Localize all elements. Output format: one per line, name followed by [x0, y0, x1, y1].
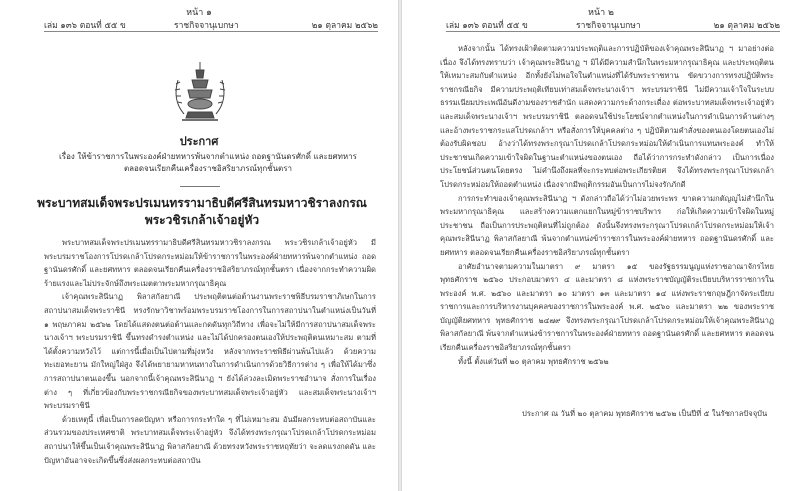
page-number: หน้า ๑: [186, 8, 212, 18]
gazette-name: ราชกิจจานุเบกษา: [576, 21, 641, 31]
body-paragraph: อาศัยอำนาจตามความในมาตรา ๙ มาตรา ๑๕ ของรัฐธรรมนูญแห่งราชอาณาจักรไทย พุทธศักราช ๒๕๖๐ ประกอบมาตรา ๔ และมาตรา ๘ แห่งพระราชบัญญัติระเบียบบริหารราชการในพระองค์ พ.ศ. ๒๕๖๐ และมาตรา ๑๐ มาตรา ๑๓ และมาตรา ๑๔ แห่งพระราชกฤษฎีกาจัดระเบียบราชการและการบริหารงานบุคคลของราชการในพระองค์ พ.ศ. ๒๕๖๐ และมาตรา ๒๒ ของพระราชบัญญัติยศทหาร พุทธศักราช ๒๔๗๙ จึงทรงพระกรุณาโปรดเกล้าโปรดกระหม่อมให้เจ้าคุณพระสินีนาฏ พิลาสกัลยาณี พ้นจากตำแหน่งข้าราชการในพระองค์ฝ่ายทหาร ถอดฐานันดรศักดิ์ และยศทหาร ตลอดจนเรียกคืนเครื่องราชอิสริยาภรณ์ทุกชั้นตรา: [440, 261, 774, 353]
title-divider: [180, 186, 220, 187]
announcement-title: ประกาศ: [179, 135, 219, 148]
royal-emblem-icon: [170, 60, 230, 124]
body-paragraph: ด้วยเหตุนี้ เพื่อเป็นการลดปัญหา หรือการกระทำใด ๆ ที่ไม่เหมาะสม อันมีผลกระทบต่อสถาบันและส่วนรวมของประเทศชาติ พระบาทสมเด็จพระเจ้าอยู่หัว จึงได้ทรงพระกรุณาโปรดเกล้าโปรดกระหม่อมสถาปนาให้ขึ้นเป็นเจ้าคุณพระสินีนาฏ พิลาสกัลยาณี ด้วยทรงหวังพระราชหฤทัยว่า จะลดแรงกดดัน และปัญหาอันอาจจะเกิดขึ้นซึ่งส่งผลกระทบต่อสถาบัน: [44, 414, 376, 465]
gazette-page-2: [402, 0, 800, 491]
body-paragraph: พระบาทสมเด็จพระปรเมนทรรามาธิบดีศรีสินทรมหาวชิราลงกรณ พระวชิรเกล้าเจ้าอยู่หัว มีพระบรมราชโองการโปรดเกล้าโปรดกระหม่อมให้ข้าราชการในพระองค์ฝ่ายทหารพ้นจากตำแหน่ง ถอดฐานันดรศักดิ์ และยศทหาร ตลอดจนเรียกคืนเครื่องราชอิสริยาภรณ์ทุกชั้นตรา เนื่องจากกระทำความผิดร้ายแรงและไม่ประจักษ์ถึงพระเมตตาพระมหากรุณาธิคุณ: [44, 238, 376, 288]
announcement-body-continued: [440, 42, 774, 368]
page-number: หน้า ๒: [588, 8, 614, 18]
gazette-date: ๒๑ ตุลาคม ๒๕๖๒: [311, 21, 378, 31]
king-name-line-2: พระวชิรเกล้าเจ้าอยู่หัว: [144, 213, 260, 227]
body-paragraph: หลังจากนั้น ได้ทรงเฝ้าติดตามความประพฤติและการปฏิบัติของเจ้าคุณพระสินีนาฏ ฯ มาอย่างต่อเนื่อง จึงได้ทรงทราบว่า เจ้าคุณพระสินีนาฏ ฯ มิได้มีความสำนึกในพระมหากรุณาธิคุณ และประพฤติตนให้เหมาะสมกับตำแหน่ง อีกทั้งยังไม่พอใจในตำแหน่งที่ได้รับพระราชทาน ขัดขวางการทรงปฏิบัติพระราชกรณียกิจ มีความประพฤติเทียบเท่าสมเด็จพระนางเจ้าฯ พระบรมราชินี ไม่มีความเจ้าใจในระบบธรรมเนียมประเพณีอันดีงามของราชสำนัก แสดงความกระด้างกระเดื่อง ต่อพระบาทสมเด็จพระเจ้าอยู่หัว และสมเด็จพระนางเจ้าฯ พระบรมราชินี ตลอดจนใช้ประโยชน์จากตำแหน่งในการดำเนินการด้านต่างๆ และอ้างพระราชกระแสโปรดเกล้าฯ หรือสั่งการให้บุคคลต่าง ๆ ปฏิบัติตามคำสั่งของตนเองโดยตนเองไม่ต้องรับผิดชอบ อ้างว่าได้ทรงพระกรุณาโปรดเกล้าโปรดกระหม่อมให้ดำเนินการแทนพระองค์ ทำให้ประชาชนเกิดความเข้าใจผิดในฐานะตำแหน่งของตนเอง ถือได้ว่าการกระทำดังกล่าว เป็นการเนื่องประโยชน์ส่วนตนโดยตรง ไม่คำนึงถึงผลที่จะกระทบต่อพระเกียรติยศ จึงได้ทรงพระกรุณาโปรดเกล้าโปรดกระหม่อมให้ถอดตำแหน่ง เนื่องจากมีพฤติกรรมอันเป็นการไม่จงรักภักดี: [440, 44, 774, 189]
subject-line-1: เรื่อง ให้ข้าราชการในพระองค์ฝ่ายทหารพ้นจากตำแหน่ง ถอดฐานันดรศักดิ์ และยศทหาร: [59, 152, 357, 161]
gazette-page-1: [0, 0, 398, 491]
body-paragraph: ทั้งนี้ ตั้งแต่วันที่ ๒๐ ตุลาคม พุทธศักราช ๒๕๖๒: [458, 356, 609, 366]
body-paragraph: เจ้าคุณพระสินีนาฏ พิลาสกัลยาณี ประพฤติตนต่อต้านงานพระราชพิธีบรมราชาภิเษกในการสถาปนาสมเด็จพระราชินี ทรงรักษาวิชาพร้อมพระบรมราชโองการในการสถาปนาในตำแหน่งเป็นวันที่ ๑ พฤษภาคม ๒๕๖๒ โดยได้แสดงตนต่อต้านและกดดันทุกวิถีทาง เพื่อจะไม่ให้มีการสถาปนาสมเด็จพระนางเจ้าฯ พระบรมราชินี ขึ้นทรงดำรงตำแหน่ง และไม่ได้ปกครองตนเองให้ประพฤติตนเหมาะสม ตามที่ได้ตั้งความหวังไว้ แต่การนี้เมื่อเป็นไปตามที่มุ่งหวัง หลังจากพระราชพิธีผ่านพ้นไปแล้ว ด้วยความทะเยอทะยาน มักใหญ่ใฝ่สูง จึงได้พยายามหาหนทางในการดำเนินการด้วยวิธีการต่าง ๆ เพื่อให้ได้มาซึ่งการสถาปนาตนเองขึ้น นอกจากนี้เจ้าคุณพระสินีนาฏ ฯ ยังได้ล่วงละเมิดพระราชอำนาจ สั่งการในเรื่องต่าง ๆ ที่เกี่ยวข้องกับพระราชกรณียกิจของพระบาทสมเด็จพระเจ้าอยู่หัว และสมเด็จพระนางเจ้าฯ พระบรมราชินี: [44, 292, 376, 411]
body-paragraph: การกระทำของเจ้าคุณพระสินีนาฏ ฯ ดังกล่าวถือได้ว่าไม่อวยพระพร ขาดความกตัญญูไม่สำนึกในพระมหากรุณาธิคุณ และสร้างความแตกแยกในหมู่ข้าราชบริพาร ก่อให้เกิดความเข้าใจผิดในหมู่ประชาชน ถือเป็นการประพฤติตนที่ไม่ถูกต้อง ดังนั้นจึงทรงพระกรุณาโปรดเกล้าโปรดกระหม่อมให้เจ้าคุณพระสินีนาฏ พิลาสกัลยาณี พ้นจากตำแหน่งข้าราชการในพระองค์ฝ่ายทหาร ถอดฐานันดรศักดิ์ และยศทหาร ตลอดจนเรียกคืนเครื่องราชอิสริยาภรณ์ทุกชั้นตรา: [440, 193, 774, 257]
gazette-date: ๒๑ ตุลาคม ๒๕๖๒: [713, 21, 780, 31]
volume-issue: เล่ม ๑๓๖ ตอนที่ ๕๕ ข: [44, 21, 126, 31]
gazette-name: ราชกิจจานุเบกษา: [174, 21, 239, 31]
announcement-body: [44, 236, 376, 467]
volume-issue: เล่ม ๑๓๖ ตอนที่ ๕๕ ข: [446, 21, 528, 31]
gazette-header: [446, 18, 780, 30]
subject-line-2: ตลอดจนเรียกคืนเครื่องราชอิสริยาภรณ์ทุกชั้นตรา: [123, 164, 293, 173]
gazette-header: [44, 18, 378, 30]
king-name: [36, 195, 368, 229]
king-name-line-1: พระบาทสมเด็จพระปรเมนทรรามาธิบดีศรีสินทรมหาวชิราลงกรณ: [37, 196, 367, 210]
header-rule: [44, 31, 378, 32]
announcement-subject: [54, 151, 362, 175]
announcement-signoff: ประกาศ ณ วันที่ ๒๐ ตุลาคม พุทธศักราช ๒๕๖๒ เป็นปีที่ ๕ ในรัชกาลปัจจุบัน: [522, 409, 768, 418]
header-rule: [446, 31, 780, 32]
